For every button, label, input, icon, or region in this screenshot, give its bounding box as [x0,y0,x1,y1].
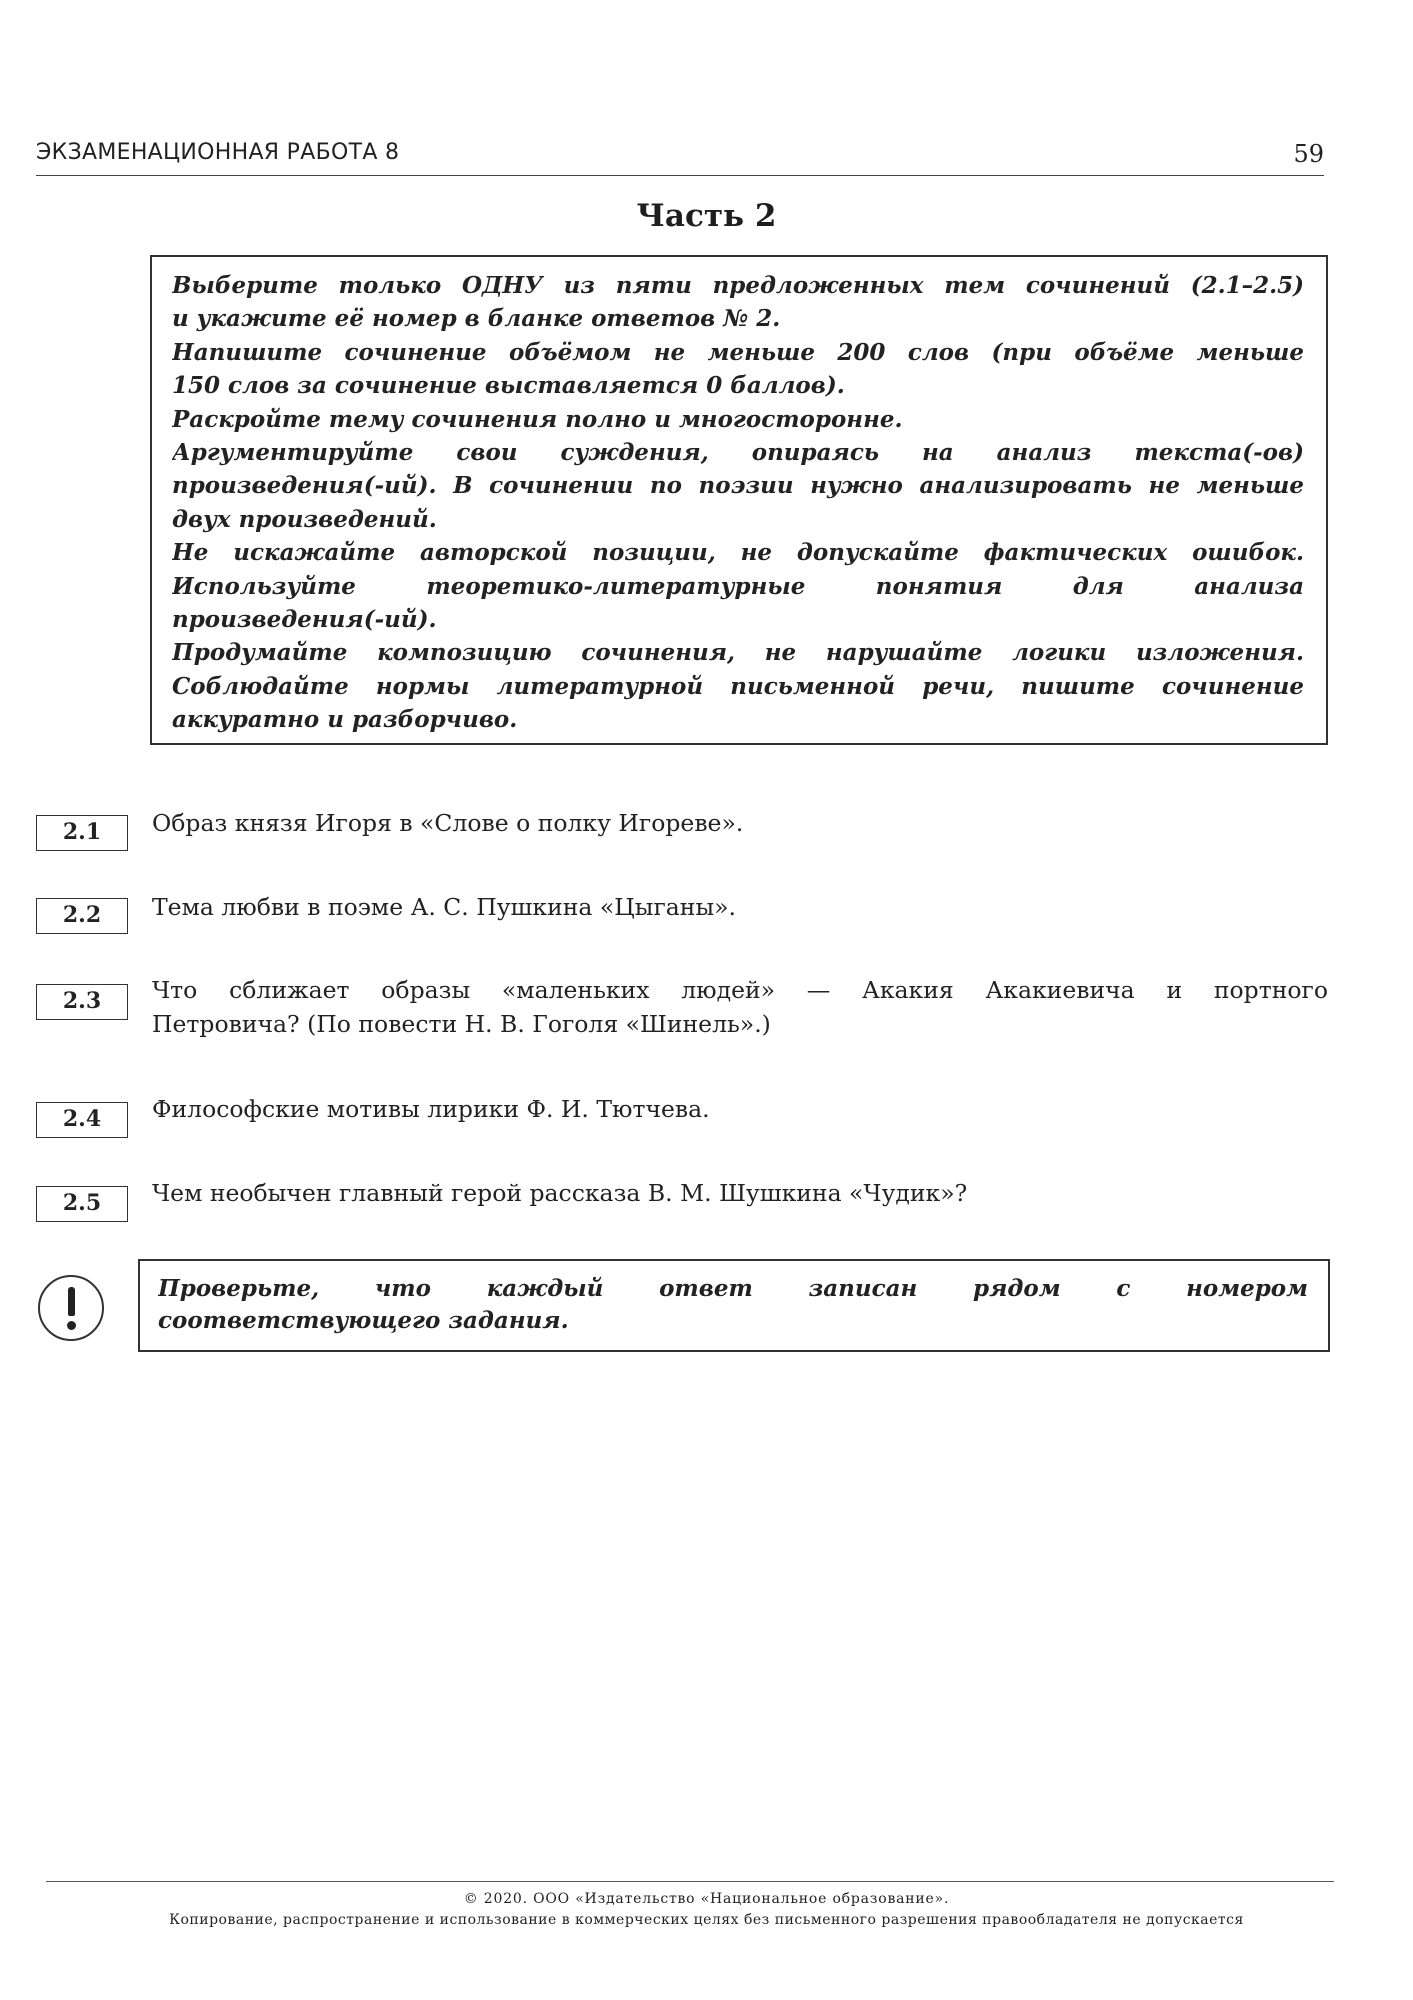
instruction-line: Не искажайте авторской позиции, не допускайте фактических ошибок. [172,539,1304,567]
task-text-line: Что сближает образы «маленьких людей» — Акакия Акакиевича и портного [152,976,1328,1004]
footer-copyright: © 2020. ООО «Издательство «Национальное образование». [463,1891,950,1907]
footer-divider [46,1881,1334,1882]
task-text-line: Тема любви в поэме А. С. Пушкина «Цыганы». [152,893,737,921]
task-text [152,1092,1328,1126]
part-title: Часть 2 [636,198,777,234]
instruction-line: Соблюдайте нормы литературной письменной речи, пишите сочинение [172,672,1304,700]
task-text [152,890,1328,924]
task-text-line: Чем необычен главный герой рассказа В. М. Шушкина «Чудик»? [152,1179,968,1207]
task-number-badge: 2.1 [36,815,128,851]
instruction-line: двух произведений. [172,505,437,533]
instruction-line: Напишите сочинение объёмом не меньше 200 слов (при объёме меньше [172,338,1304,366]
task-text-line: Философские мотивы лирики Ф. И. Тютчева. [152,1095,710,1123]
instruction-line: Аргументируйте свои суждения, опираясь на анализ текста(-ов) [172,439,1304,467]
running-header-title: ЭКЗАМЕНАЦИОННАЯ РАБОТА 8 [36,140,400,165]
instructions-box [150,255,1328,745]
reminder-line: соответствующего задания. [158,1307,569,1334]
footer-notice: Копирование, распространение и использование в коммерческих целях без письменного разрешения правообладателя не допускается [169,1912,1244,1928]
instruction-line: Выберите только ОДНУ из пяти предложенных тем сочинений (2.1–2.5) [172,272,1304,299]
page-number: 59 [1293,140,1324,168]
task-text-line: Петровича? (По повести Н. В. Гоголя «Шинель».) [152,1010,771,1038]
task-number-badge: 2.5 [36,1186,128,1222]
task-text [152,973,1328,1041]
instruction-line: 150 слов за сочинение выставляется 0 баллов). [172,372,845,400]
instruction-line: и укажите её номер в бланке ответов № 2. [172,305,781,333]
instruction-line: Раскройте тему сочинения полно и многосторонне. [172,405,903,433]
reminder-line: Проверьте, что каждый ответ записан рядом с номером [158,1275,1308,1302]
instruction-line: аккуратно и разборчиво. [172,706,518,734]
exclamation-circle-icon [38,1275,104,1341]
task-number-badge: 2.4 [36,1102,128,1138]
task-text [152,806,1328,840]
task-number-badge: 2.2 [36,898,128,934]
task-text-line: Образ князя Игоря в «Слове о полку Игореве». [152,809,744,837]
instruction-line: произведения(-ий). [172,606,437,634]
task-number-badge: 2.3 [36,984,128,1020]
instruction-line: Продумайте композицию сочинения, не нарушайте логики изложения. [172,639,1304,667]
instruction-line: произведения(-ий). В сочинении по поэзии нужно анализировать не меньше [172,472,1304,500]
instruction-line: Используйте теоретико-литературные понятия для анализа [172,572,1304,600]
header-divider [36,175,1324,176]
task-text [152,1176,1328,1210]
reminder-box [138,1259,1330,1352]
